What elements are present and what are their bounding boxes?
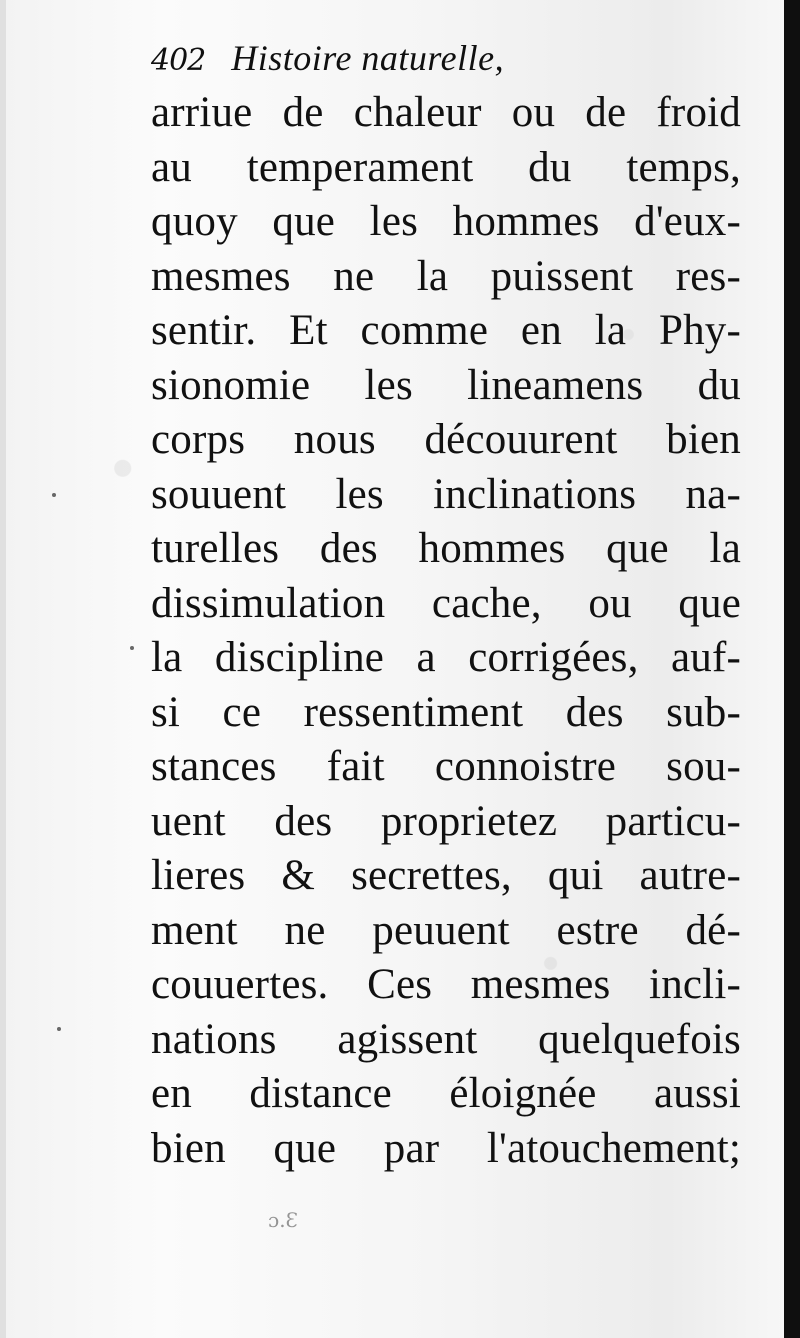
text-line-14: uent des proprietez particu-	[151, 797, 741, 845]
text-line-5: sentir. Et comme en la Phy-	[151, 307, 741, 354]
text-block	[151, 86, 741, 1186]
paper-speck	[57, 1027, 61, 1031]
text-line-12: si ce ressentiment des sub-	[151, 688, 741, 736]
text-line-15: lieres & secrettes, qui autre-	[151, 852, 741, 899]
text-line-13: stances fait connoistre sou-	[151, 743, 741, 790]
text-line-8: souuent les inclinations na-	[151, 470, 741, 518]
text-line-18: nations agissent quelquefois	[151, 1015, 741, 1063]
text-line-17: couuertes. Ces mesmes incli-	[151, 961, 741, 1008]
paper-speck	[52, 493, 56, 497]
text-line-6: sionomie les lineamens du	[151, 361, 741, 409]
text-line-11: la discipline a corrigées, auf-	[151, 634, 741, 681]
text-line-4: mesmes ne la puissent res-	[151, 252, 741, 300]
text-line-20: bien que par l'atouchement;	[151, 1124, 741, 1172]
page-number: 402	[151, 43, 206, 78]
bottom-marks: ɔ.Ɛ	[268, 1208, 299, 1232]
text-line-16: ment ne peuuent estre dé-	[151, 906, 741, 954]
text-line-3: quoy que les hommes d'eux-	[151, 198, 741, 245]
text-line-10: dissimulation cache, ou que	[151, 579, 741, 627]
text-line-1: arriue de chaleur ou de froid	[151, 89, 741, 136]
text-line-9: turelles des hommes que la	[151, 525, 741, 572]
text-line-2: au temperament du temps,	[151, 143, 741, 191]
text-line-19: en distance éloignée aussi	[151, 1070, 741, 1117]
paper-speck	[130, 646, 134, 650]
running-head	[151, 20, 744, 76]
text-line-7: corps nous découurent bien	[151, 416, 741, 463]
running-title: Histoire naturelle,	[231, 38, 505, 78]
